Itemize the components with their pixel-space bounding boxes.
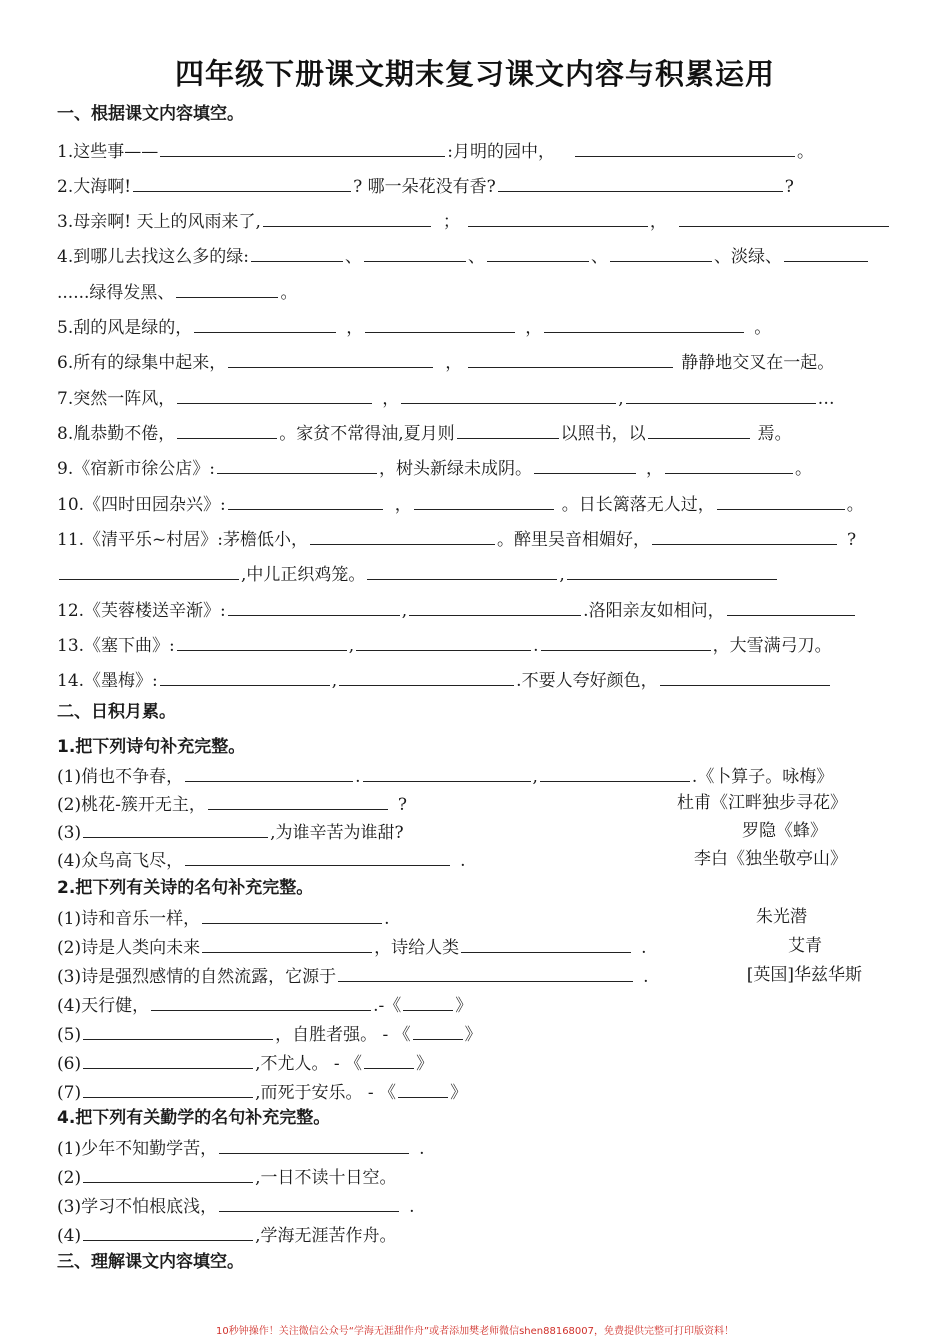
fill-blank[interactable]: [401, 383, 616, 404]
sub2-item-3: (3)诗是强烈感情的自然流露，它源于 . [英国]华兹华斯: [57, 961, 897, 989]
s1-item-11b: ,中儿正织鸡笼。 ,: [57, 559, 897, 587]
fill-blank[interactable]: [194, 312, 336, 333]
s1-item-14: 14.《墨梅》: , .不要人夸好颜色，: [57, 665, 897, 693]
s1-item-8: 8.胤恭勤不倦， 。家贫不常得油,夏月则 以照书，以 焉。: [57, 418, 897, 446]
sub4-heading: 4.把下列有关勤学的名句补充完整。: [57, 1108, 331, 1128]
fill-blank[interactable]: [409, 595, 581, 616]
fill-blank[interactable]: [414, 489, 554, 510]
section1-heading: 一、根据课文内容填空。: [57, 104, 244, 124]
s1-item-5: 5.刮的风是绿的， ， ， 。: [57, 312, 897, 340]
s1-item-10: 10.《四时田园杂兴》: ， 。日长篱落无人过， 。: [57, 489, 897, 517]
fill-blank[interactable]: [665, 453, 793, 474]
fill-blank[interactable]: [219, 1133, 409, 1154]
fill-blank[interactable]: [534, 453, 636, 474]
fill-blank[interactable]: [176, 277, 278, 298]
fill-blank[interactable]: [83, 1048, 253, 1069]
fill-blank[interactable]: [83, 1019, 273, 1040]
s1-item-2: 2.大海啊! ? 哪一朵花没有香? ?: [57, 171, 897, 199]
fill-blank[interactable]: [403, 990, 453, 1011]
fill-blank[interactable]: [202, 903, 382, 924]
sub2-item-6: (6) ,不尤人。 - 《 》: [57, 1048, 897, 1076]
fill-blank[interactable]: [648, 418, 750, 439]
source-author: 杜甫《江畔独步寻花》: [677, 793, 847, 813]
s1-item-11: 11.《清平乐~村居》:茅檐低小， 。醉里吴音相媚好， ?: [57, 524, 897, 552]
fill-blank[interactable]: [208, 789, 388, 810]
fill-blank[interactable]: [133, 171, 351, 192]
sub2-item-2: (2)诗是人类向未来 ，诗给人类 . 艾青: [57, 932, 897, 960]
fill-blank[interactable]: [356, 630, 531, 651]
sub2-item-4: (4)天行健， .-《 》: [57, 990, 897, 1018]
section3-heading: 三、理解课文内容填空。: [57, 1252, 244, 1272]
fill-blank[interactable]: [652, 524, 837, 545]
fill-blank[interactable]: [177, 383, 372, 404]
fill-blank[interactable]: [217, 453, 377, 474]
fill-blank[interactable]: [363, 761, 531, 782]
fill-blank[interactable]: [541, 630, 711, 651]
fill-blank[interactable]: [398, 1077, 448, 1098]
s1-item-4: 4.到哪儿去找这么多的绿: 、 、 、 、淡绿、: [57, 241, 897, 269]
sub4-item-4: (4) ,学海无涯苦作舟。: [57, 1220, 897, 1248]
fill-blank[interactable]: [83, 1220, 253, 1241]
s1-item-3: 3.母亲啊! 天上的风雨来了, ； ，: [57, 206, 897, 234]
fill-blank[interactable]: [544, 312, 744, 333]
sub2-item-5: (5) ，自胜者强。 - 《 》: [57, 1019, 897, 1047]
fill-blank[interactable]: [338, 961, 633, 982]
s1-item-12: 12.《芙蓉楼送辛渐》: , .洛阳亲友如相问，: [57, 595, 897, 623]
sub2-item-7: (7) ,而死于安乐。 - 《 》: [57, 1077, 897, 1105]
fill-blank[interactable]: [185, 845, 450, 866]
fill-blank[interactable]: [626, 383, 816, 404]
fill-blank[interactable]: [461, 932, 631, 953]
s1-item-9: 9.《宿新市徐公店》: ，树头新绿未成阴。 ， 。: [57, 453, 897, 481]
fill-blank[interactable]: [160, 136, 445, 157]
fill-blank[interactable]: [310, 524, 495, 545]
source-author: [英国]华兹华斯: [746, 965, 862, 985]
fill-blank[interactable]: [784, 241, 868, 262]
sub2-heading: 2.把下列有关诗的名句补充完整。: [57, 878, 314, 898]
fill-blank[interactable]: [468, 347, 673, 368]
s1-item-7: 7.突然一阵风， ， , …: [57, 383, 897, 411]
fill-blank[interactable]: [263, 206, 431, 227]
source-author: 朱光潜: [756, 907, 807, 927]
fill-blank[interactable]: [160, 665, 330, 686]
fill-blank[interactable]: [660, 665, 830, 686]
fill-blank[interactable]: [83, 817, 268, 838]
s1-item-1: 1.这些事—— :月明的园中， 。: [57, 136, 897, 164]
fill-blank[interactable]: [457, 418, 559, 439]
page-title: 四年级下册课文期末复习课文内容与积累运用: [174, 57, 775, 91]
fill-blank[interactable]: [540, 761, 690, 782]
fill-blank[interactable]: [365, 312, 515, 333]
sub2-item-1: (1)诗和音乐一样， . 朱光潜: [57, 903, 897, 931]
fill-blank[interactable]: [83, 1077, 253, 1098]
sub4-item-3: (3)学习不怕根底浅， .: [57, 1191, 897, 1219]
s1-item-6: 6.所有的绿集中起来， ， 静静地交叉在一起。: [57, 347, 897, 375]
fill-blank[interactable]: [202, 932, 372, 953]
fill-blank[interactable]: [177, 418, 277, 439]
footer-notice: 10秒钟操作！关注微信公众号“学海无涯甜作舟”或者添加樊老师微信shen88168007，免费提供完整可打印版资料！: [215, 1326, 735, 1337]
sub1-item-1: (1)俏也不争春， . , .《卜算子。咏梅》: [57, 761, 897, 789]
fill-blank[interactable]: [151, 990, 371, 1011]
section2-heading: 二、日积月累。: [57, 702, 176, 722]
fill-blank[interactable]: [487, 241, 589, 262]
sub4-item-2: (2) ,一日不读十日空。: [57, 1162, 897, 1190]
fill-blank[interactable]: [575, 136, 795, 157]
sub1-item-4: (4)众鸟高飞尽， . 李白《独坐敬亭山》: [57, 845, 897, 873]
fill-blank[interactable]: [59, 559, 239, 580]
sub4-item-1: (1)少年不知勤学苦， .: [57, 1133, 897, 1161]
fill-blank[interactable]: [413, 1019, 463, 1040]
fill-blank[interactable]: [610, 241, 712, 262]
fill-blank[interactable]: [185, 761, 353, 782]
s1-item-4b: ......绿得发黑、 。: [57, 277, 897, 305]
fill-blank[interactable]: [83, 1162, 253, 1183]
source-author: 罗隐《蜂》: [742, 821, 827, 841]
fill-blank[interactable]: [717, 489, 845, 510]
fill-blank[interactable]: [228, 595, 400, 616]
fill-blank[interactable]: [228, 347, 433, 368]
fill-blank[interactable]: [364, 1048, 414, 1069]
fill-blank[interactable]: [679, 206, 889, 227]
fill-blank[interactable]: [498, 171, 783, 192]
fill-blank[interactable]: [228, 489, 383, 510]
fill-blank[interactable]: [468, 206, 648, 227]
fill-blank[interactable]: [364, 241, 466, 262]
s1-item-13: 13.《塞下曲》: , . ，大雪满弓刀。: [57, 630, 897, 658]
fill-blank[interactable]: [567, 559, 777, 580]
fill-blank[interactable]: [339, 665, 514, 686]
source-author: 艾青: [788, 936, 822, 956]
fill-blank[interactable]: [177, 630, 347, 651]
fill-blank[interactable]: [367, 559, 557, 580]
sub1-item-2: (2)桃花-簇开无主， ? 杜甫《江畔独步寻花》: [57, 789, 897, 817]
fill-blank[interactable]: [251, 241, 343, 262]
sub1-heading: 1.把下列诗句补充完整。: [57, 737, 246, 757]
source-author: 李白《独坐敬亭山》: [694, 849, 847, 869]
sub1-item-3: (3) ,为谁辛苦为谁甜? 罗隐《蜂》: [57, 817, 897, 845]
fill-blank[interactable]: [219, 1191, 399, 1212]
fill-blank[interactable]: [727, 595, 855, 616]
